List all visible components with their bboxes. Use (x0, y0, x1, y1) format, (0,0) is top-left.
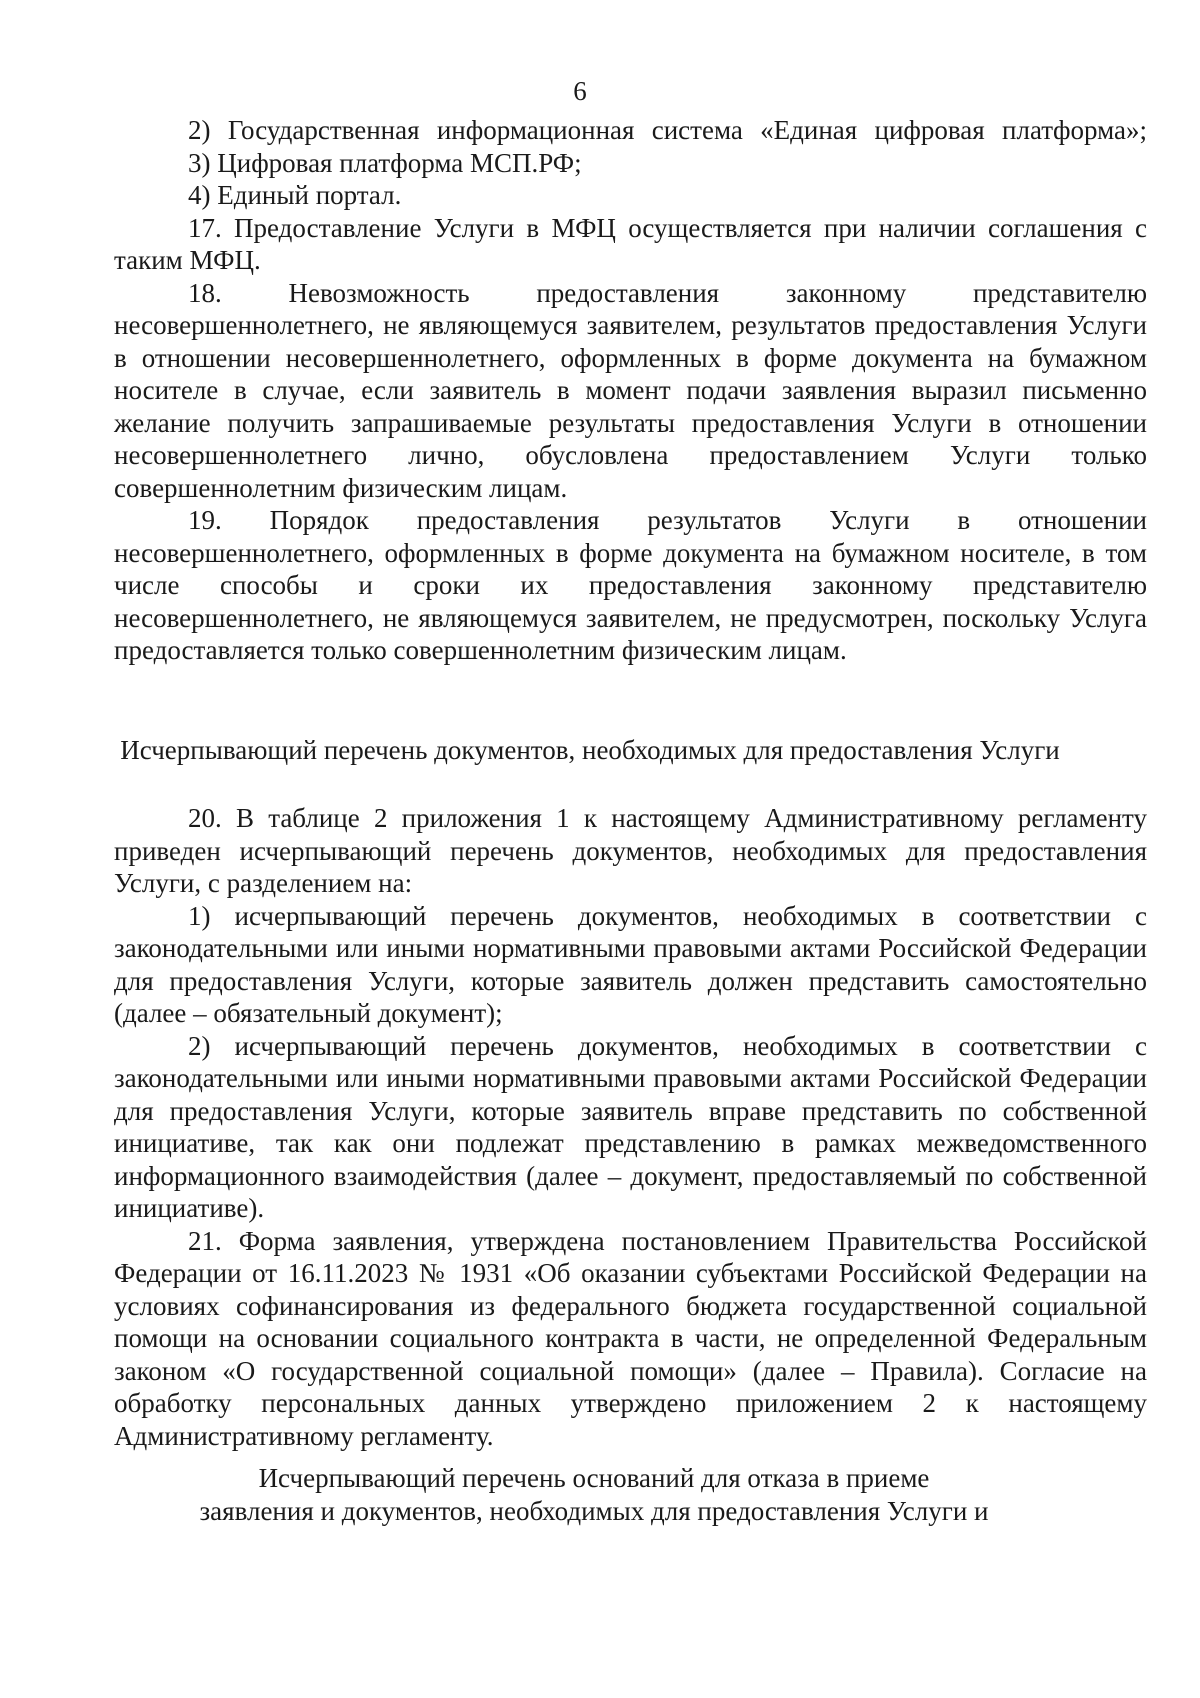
section-heading-documents: Исчерпывающий перечень документов, необходимых для предоставления Услуги (120, 735, 1060, 765)
paragraph-18: 18. Невозможность предоставления законному представителю несовершеннолетнего, не являющемуся заявителем, результатов предоставления Услуги в отношении несовершеннолетнего, оформленных в форме документа на бумажном носителе в случае, если заявитель в момент подачи заявления выразил письменно желание получить запрашиваемые результаты предоставления Услуги в отношении несовершеннолетнего лично, обусловлена предоставлением Услуги только совершеннолетним физическим лицам. (114, 277, 1147, 503)
paragraph-item-4-portal: 4) Единый портал. (188, 180, 402, 210)
text-block-lower (114, 802, 1147, 1452)
paragraph-20: 20. В таблице 2 приложения 1 к настоящему Административному регламенту приведен исчерпывающий перечень документов, необходимых для предоставления Услуги, с разделением на: (114, 803, 1147, 898)
paragraph-item-2-gis: 2) Государственная информационная система «Единая цифровая платформа»; (188, 115, 1147, 145)
paragraph-item-3-msp: 3) Цифровая платформа МСП.РФ; (188, 147, 582, 178)
section-heading-line-1: Исчерпывающий перечень оснований для отказа в приеме (258, 1463, 930, 1493)
paragraph-21: 21. Форма заявления, утверждена постановлением Правительства Российской Федерации от 16.11.2023 № 1931 «Об оказании субъектами Российской Федерации на условиях софинансирования из федерального бюджета государственной социальной помощи на основании социального контракта в части, не определенной Федеральным законом «О государственной социальной помощи» (далее – Правила). Согласие на обработку персональных данных утверждено приложением 2 к настоящему Административному регламенту. (114, 1225, 1147, 1451)
section-heading-line-2: заявления и документов, необходимых для предоставления Услуги и (199, 1495, 989, 1526)
text-block-upper (114, 114, 1147, 667)
page-number: 6 (573, 76, 587, 106)
paragraph-20-item-2: 2) исчерпывающий перечень документов, необходимых в соответствии с законодательными или иными нормативными правовыми актами Российской Федерации для предоставления Услуги, которые заявитель вправе представить по собственной инициативе, так как они подлежат представлению в рамках межведомственного информационного взаимодействия (далее – документ, предоставляемый по собственной инициативе). (114, 1030, 1147, 1223)
paragraph-17: 17. Предоставление Услуги в МФЦ осуществляется при наличии соглашения с таким МФЦ. (114, 212, 1147, 275)
paragraph-20-item-1: 1) исчерпывающий перечень документов, необходимых в соответствии с законодательными или иными нормативными правовыми актами Российской Федерации для предоставления Услуги, которые заявитель должен представить самостоятельно (далее – обязательный документ); (114, 900, 1147, 1028)
section-heading-refusal-grounds (0, 1462, 1194, 1527)
paragraph-19: 19. Порядок предоставления результатов Услуги в отношении несовершеннолетнего, оформленных в форме документа на бумажном носителе, в том числе способы и сроки их предоставления законному представителю несовершеннолетнего, не являющемуся заявителем, не предусмотрен, поскольку Услуга предоставляется только совершеннолетним физическим лицам. (114, 505, 1147, 665)
